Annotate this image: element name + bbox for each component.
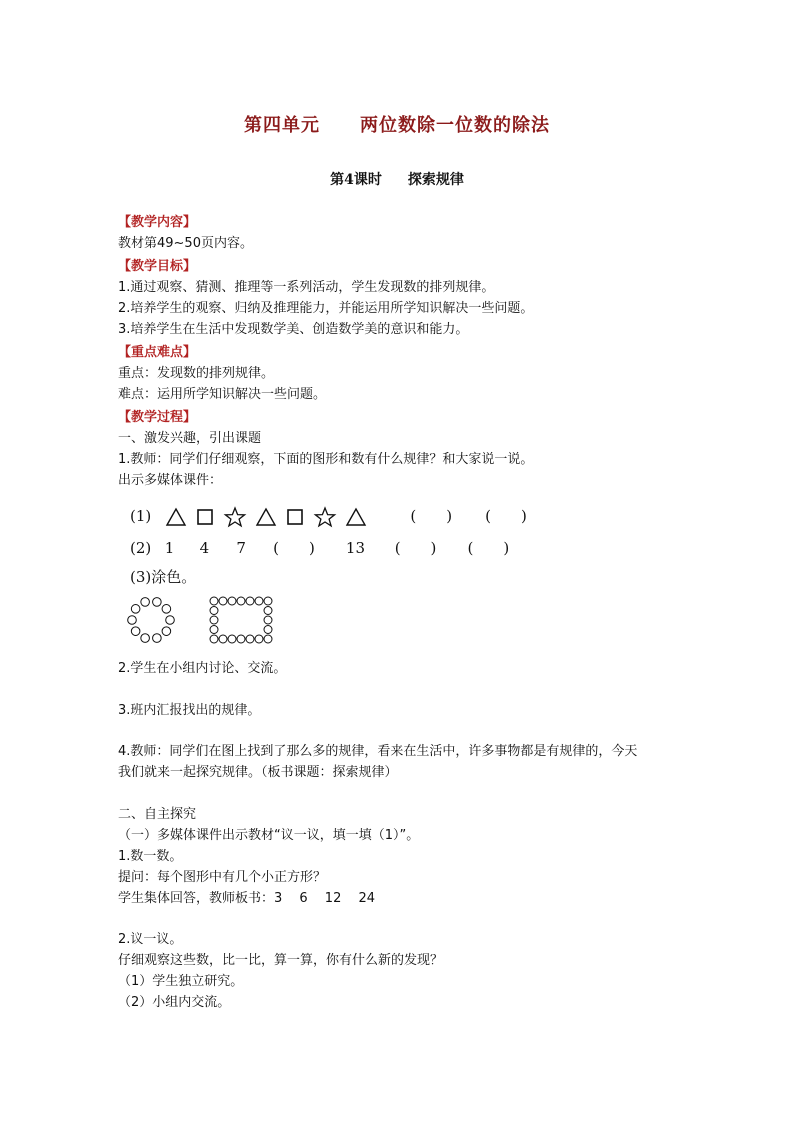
key-point: 重点：发现数的排列规律。 xyxy=(118,366,275,381)
bead-rectangle-figure xyxy=(210,597,272,643)
bead-icon xyxy=(162,627,171,636)
bead-icon xyxy=(264,607,272,615)
goal-3: 3.培养学生在生活中发现数学美、创造数学美的意识和能力。 xyxy=(118,322,469,337)
exercise-row-1 xyxy=(130,505,541,528)
bead-icon xyxy=(141,634,150,643)
seq-item: 7 xyxy=(236,539,246,557)
difficult-point: 难点：运用所学知识解决一些问题。 xyxy=(118,387,327,402)
shape-sequence xyxy=(165,506,375,528)
exercise-row-2 xyxy=(130,537,509,558)
bead-icon xyxy=(237,635,245,643)
square-icon xyxy=(198,510,212,524)
triangle-icon xyxy=(167,509,185,525)
part-2-step-1: 1.数一数。 xyxy=(118,849,183,864)
bead-icon xyxy=(264,597,272,605)
lesson-subtitle xyxy=(0,169,794,189)
bead-icon xyxy=(237,597,245,605)
part-2-question: 提问：每个图形中有几个小正方形？ xyxy=(118,870,327,885)
unit-label: 第四单元 xyxy=(244,115,320,136)
part-2-sub-1: （1）学生独立研究。 xyxy=(118,974,244,989)
seq-blank: ( ) xyxy=(394,539,437,557)
seq-item: 4 xyxy=(199,539,210,557)
bead-icon xyxy=(255,597,263,605)
part-1-title: 一、激发兴趣，引出课题 xyxy=(118,431,262,446)
heading-goals: 【教学目标】 xyxy=(118,259,197,274)
lesson-number: 第4课时 xyxy=(330,172,382,188)
bead-icon xyxy=(131,627,140,636)
bead-icon xyxy=(210,626,218,634)
bead-icon xyxy=(219,597,227,605)
part-1-step-2: 2.学生在小组内讨论、交流。 xyxy=(118,661,287,676)
bead-icon xyxy=(128,616,137,625)
bead-icon xyxy=(166,616,175,625)
bead-icon xyxy=(228,635,236,643)
bead-icon xyxy=(228,597,236,605)
part-1-step-3: 3.班内汇报找出的规律。 xyxy=(118,703,261,718)
bead-icon xyxy=(210,607,218,615)
bead-icon xyxy=(246,635,254,643)
bead-icon xyxy=(141,598,150,607)
triangle-icon xyxy=(347,509,365,525)
square-icon xyxy=(288,510,302,524)
unit-name: 两位数除一位数的除法 xyxy=(360,115,550,136)
lesson-topic: 探索规律 xyxy=(407,172,464,188)
part-1-step-4a: 4.教师：同学们在图上找到了那么多的规律，看来在生活中，许多事物都是有规律的，今天 xyxy=(118,744,638,759)
bead-figures xyxy=(126,594,276,646)
bead-icon xyxy=(264,616,272,624)
star-icon xyxy=(225,508,244,526)
bead-icon xyxy=(210,597,218,605)
bead-icon xyxy=(255,635,263,643)
bead-icon xyxy=(131,605,140,614)
seq-blank: ( ) xyxy=(273,539,315,557)
row-1-label: (1) xyxy=(130,507,152,525)
bead-icon xyxy=(210,635,218,643)
seq-item: 1 xyxy=(164,539,175,557)
seq-item: 13 xyxy=(345,539,365,557)
heading-content: 【教学内容】 xyxy=(118,215,197,230)
bead-icon xyxy=(162,605,171,614)
part-2-intro: （一）多媒体课件出示教材“议一议，填一填（1）”。 xyxy=(118,828,420,843)
star-icon xyxy=(315,508,334,526)
part-2-sub-2: （2）小组内交流。 xyxy=(118,995,231,1010)
page-title xyxy=(0,111,794,137)
heading-key: 【重点难点】 xyxy=(118,345,197,360)
blank-1: ( ) xyxy=(410,507,453,525)
part-2-title: 二、自主探究 xyxy=(118,807,197,822)
row-3-text: 涂色。 xyxy=(151,568,197,586)
part-1-step-1: 1.教师：同学们仔细观察，下面的图形和数有什么规律？和大家说一说。 xyxy=(118,452,534,467)
blank-2: ( ) xyxy=(485,507,527,525)
triangle-icon xyxy=(257,509,275,525)
bead-icon xyxy=(153,598,162,607)
content-text: 教材第49~50页内容。 xyxy=(118,236,253,251)
heading-process: 【教学过程】 xyxy=(118,410,197,425)
bead-icon xyxy=(264,635,272,643)
goal-2: 2.培养学生的观察、归纳及推理能力，并能运用所学知识解决一些问题。 xyxy=(118,301,534,316)
bead-icon xyxy=(246,597,254,605)
row-2-label: (2) xyxy=(130,539,152,557)
part-1-show: 出示多媒体课件： xyxy=(118,473,223,488)
goal-1: 1.通过观察、猜测、推理等一系列活动，学生发现数的排列规律。 xyxy=(118,280,495,295)
part-2-answer: 学生集体回答，教师板书：3 6 12 24 xyxy=(118,891,376,906)
seq-blank: ( ) xyxy=(467,539,510,557)
bead-ring-figure xyxy=(128,598,175,643)
bead-icon xyxy=(210,616,218,624)
part-2-observe: 仔细观察这些数，比一比，算一算，你有什么新的发现？ xyxy=(118,953,444,968)
bead-icon xyxy=(153,634,162,643)
bead-icon xyxy=(264,626,272,634)
exercise-row-3 xyxy=(130,566,196,587)
part-2-step-2: 2.议一议。 xyxy=(118,932,183,947)
bead-icon xyxy=(219,635,227,643)
part-1-step-4b: 我们就来一起探究规律。（板书课题：探索规律） xyxy=(118,765,398,780)
row-3-label: (3) xyxy=(130,568,152,586)
